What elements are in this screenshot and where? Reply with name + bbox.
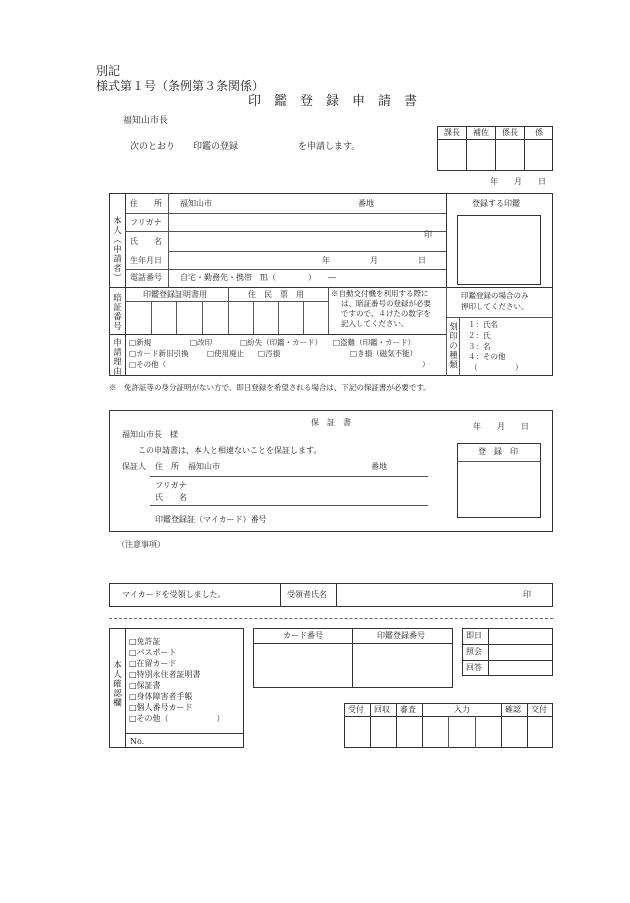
engraving-full-name: １：氏名 — [468, 320, 498, 329]
intro-end-text: を申請します。 — [298, 142, 361, 152]
process-collect: 回収 — [374, 705, 390, 714]
receipt-name-label: 受領者氏名 — [287, 590, 327, 599]
guarantor-banchi: 番地 — [371, 462, 387, 471]
address-city: 福知山市 — [180, 199, 212, 208]
id-passport[interactable]: □パスポート — [129, 648, 177, 657]
id-license[interactable]: □免許証 — [129, 637, 161, 646]
guarantor-label: 保証人 — [122, 462, 146, 471]
guarantor-address-city: 福知山市 — [188, 462, 220, 471]
id-residence-card[interactable]: □在留カード — [129, 659, 177, 668]
reason-change-seal[interactable]: □改印 — [190, 338, 213, 347]
cut-line — [109, 618, 553, 619]
guarantor-address-label: 住 所 — [155, 462, 179, 471]
furigana-label: フリガナ — [130, 218, 162, 227]
phone-label: 電話番号 — [130, 273, 162, 282]
page-title: 印 鑑 登 録 申 請 書 — [248, 94, 418, 109]
reason-new[interactable]: □新規 — [129, 338, 152, 347]
guarantee-statement: この申請書は、本人と相違ないことを保証します。 — [138, 446, 322, 455]
engraving-given-name: ３：名 — [468, 342, 491, 351]
pin-note-3: ですので、４けたの数字を — [341, 309, 431, 318]
engraving-other: ４：その他 — [468, 352, 506, 361]
guarantee-date: 年 月 日 — [473, 422, 529, 431]
reason-lost[interactable]: □紛失（印鑑・カード） — [240, 338, 323, 347]
pin-note-1: ※自動交付機を利用する際に — [331, 289, 429, 298]
process-confirm: 確認 — [505, 705, 521, 714]
status-answer: 回答 — [466, 663, 482, 672]
process-receive: 受付 — [348, 705, 364, 714]
reason-side-label: 申請理由 — [111, 338, 122, 376]
engraving-side-label: 刻印の種類 — [447, 322, 458, 370]
address-label: 住 所 — [130, 199, 162, 208]
approval-col-staff: 係 — [535, 128, 543, 137]
status-same-day: 即日 — [466, 631, 482, 640]
process-input: 入力 — [454, 705, 470, 714]
form-number-label: 様式第１号（条例第３条関係） — [96, 79, 265, 93]
status-inquiry: 照会 — [466, 647, 482, 656]
receipt-text: マイカードを受領しました。 — [122, 590, 226, 599]
guarantor-furigana-label: フリガナ — [155, 481, 187, 490]
guarantee-note: ※ 免許証等の身分証明がない方で、即日登録を希望される場合は、下記の保証書が必要です。 — [109, 383, 431, 392]
intro-text: 次のとおり 印鑑の登録 — [130, 142, 239, 152]
guarantor-name-label: 氏 名 — [155, 493, 187, 502]
process-issue: 交付 — [531, 705, 547, 714]
reason-other[interactable]: □その他（ — [129, 360, 167, 369]
name-label: 氏 名 — [130, 237, 162, 246]
pin-cert-label: 印鑑登録証明書用 — [143, 290, 207, 299]
pin-note-4: 記入してください。 — [341, 319, 409, 328]
card-number-header: カード番号 — [283, 631, 323, 640]
birth-label: 生年月日 — [130, 256, 162, 265]
form-annex-label: 別記 — [96, 64, 121, 78]
guarantee-addressee: 福知山市長 様 — [122, 430, 178, 439]
guarantor-card-label: 印鑑登録証（マイカード）番号 — [155, 515, 267, 524]
birth-value: 年 月 日 — [322, 256, 426, 265]
guarantee-title: 保 証 書 — [311, 418, 351, 427]
phone-value: 自宅・勤務先・携帯 ℡（ ） ― — [180, 273, 336, 282]
identity-side-label: 本人確認欄 — [111, 660, 122, 708]
caution-label: （注意事項） — [117, 540, 165, 549]
receipt-seal-mark: 印 — [523, 590, 531, 599]
application-date: 年 月 日 — [490, 177, 546, 186]
id-guarantee[interactable]: □保証書 — [129, 681, 161, 690]
register-seal-title: 登録する印鑑 — [472, 199, 520, 208]
seal-reg-number-header: 印鑑登録番号 — [377, 631, 425, 640]
seal-note-2: 押印してください。 — [461, 302, 529, 311]
address-banchi: 番地 — [358, 199, 374, 208]
process-review: 審査 — [400, 705, 416, 714]
seal-note-1: 印鑑登録の場合のみ — [461, 291, 529, 300]
id-mynumber-card[interactable]: □個人番号カード — [129, 703, 193, 712]
reason-card-exchange[interactable]: □カード新旧引換 — [129, 349, 189, 358]
identity-no-label: No. — [130, 737, 145, 746]
engraving-surname: ２：氏 — [468, 331, 491, 340]
id-disability[interactable]: □身体障害者手帳 — [129, 692, 193, 701]
approval-col-assistant: 補佐 — [473, 128, 489, 137]
register-seal-box[interactable] — [457, 215, 541, 285]
pin-side-label: 暗証番号 — [111, 293, 122, 331]
reason-soiled[interactable]: □汚損 — [258, 349, 281, 358]
id-other[interactable]: □その他（ ） — [129, 714, 225, 723]
engraving-other-paren: （ ） — [470, 363, 523, 372]
approval-col-section-head: 係長 — [502, 128, 518, 137]
pin-note-2: は、暗証番号の登録が必要 — [341, 299, 431, 308]
seal-mark: 印 — [424, 230, 432, 239]
reason-other-close: ） — [422, 360, 430, 369]
pin-juminhyo-label: 住 民 票 用 — [248, 290, 304, 299]
reason-abolish[interactable]: □使用廃止 — [207, 349, 245, 358]
addressee: 福知山市長 — [123, 116, 169, 126]
reason-damaged[interactable]: □き損（磁気不能） — [350, 349, 418, 358]
id-special-permanent[interactable]: □特別永住者証明書 — [129, 670, 201, 679]
reason-stolen[interactable]: □盗難（印鑑・カード） — [333, 338, 416, 347]
applicant-side-label: 本人（申請者） — [111, 216, 122, 283]
guarantee-seal-title: 登 録 印 — [478, 447, 518, 456]
approval-col-chief: 課長 — [444, 128, 460, 137]
